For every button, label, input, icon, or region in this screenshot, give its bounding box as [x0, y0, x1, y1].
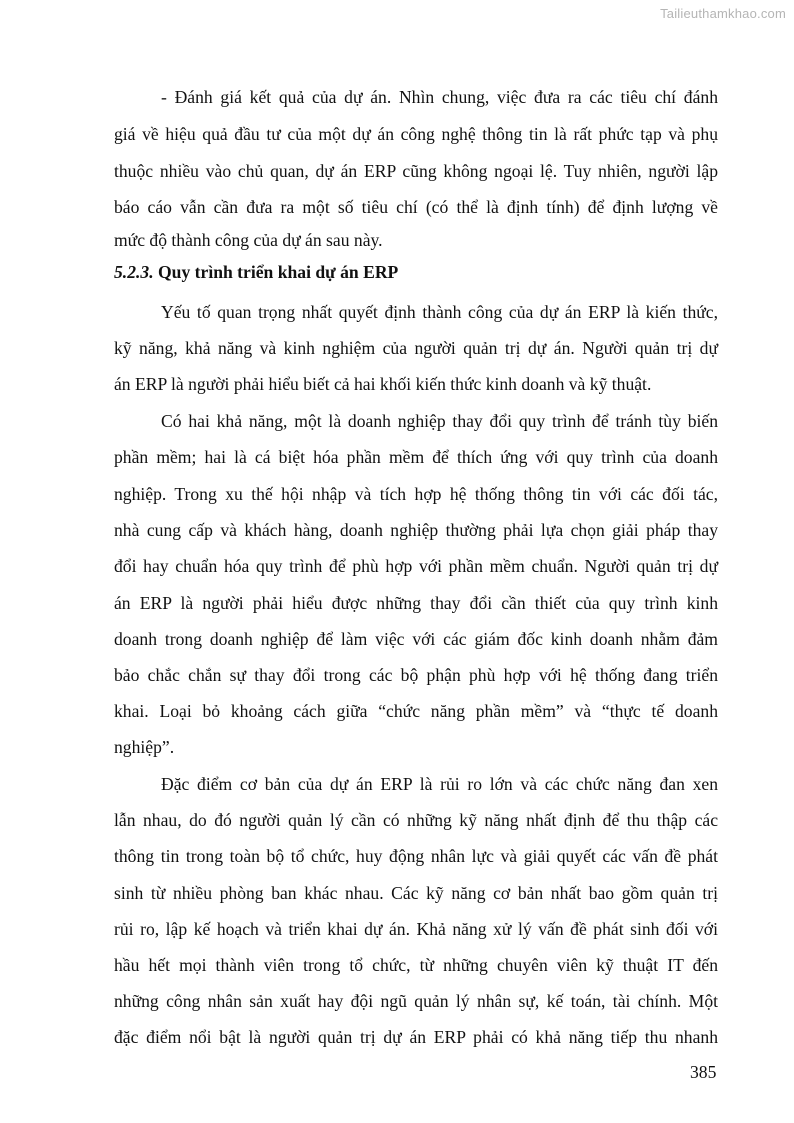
- text-line: sinh từ nhiều phòng ban khác nhau. Các kỹ năng cơ bản nhất bao gồm quản trị: [114, 883, 718, 903]
- text-line: nhà cung cấp và khách hàng, doanh nghiệp thường phải lựa chọn giải pháp thay: [114, 520, 718, 540]
- page-number: 385: [690, 1062, 717, 1082]
- text-line: phần mềm; hai là cá biệt hóa phần mềm để thích ứng với quy trình của doanh: [114, 447, 718, 467]
- text-line: bảo chắc chắn sự thay đổi trong các bộ phận phù hợp với hệ thống đang triển: [114, 665, 718, 685]
- text-line: đặc điểm nổi bật là người quản trị dự án ERP phải có khả năng tiếp thu nhanh: [114, 1027, 718, 1047]
- section-heading: [114, 261, 718, 283]
- text-line: nghiệp. Trong xu thế hội nhập và tích hợp hệ thống thông tin với các đối tác,: [114, 484, 718, 504]
- section-title: Quy trình triển khai dự án ERP: [153, 262, 399, 282]
- text-line: đổi hay chuẩn hóa quy trình để phù hợp với phần mềm chuẩn. Người quản trị dự: [114, 556, 718, 576]
- text-line: - Đánh giá kết quả của dự án. Nhìn chung, việc đưa ra các tiêu chí đánh: [161, 87, 718, 107]
- watermark: Tailieuthamkhao.com: [660, 6, 786, 21]
- text-line: khai. Loại bỏ khoảng cách giữa “chức năng phần mềm” và “thực tế doanh: [114, 701, 718, 721]
- text-line: rủi ro, lập kế hoạch và triển khai dự án. Khả năng xử lý vấn đề phát sinh đối với: [114, 919, 718, 939]
- text-line: lẫn nhau, do đó người quản lý cần có những kỹ năng nhất định để thu thập các: [114, 810, 718, 830]
- text-line: hầu hết mọi thành viên trong tổ chức, từ những chuyên viên kỹ thuật IT đến: [114, 955, 718, 975]
- text-line: án ERP là người phải hiểu biết cả hai khối kiến thức kinh doanh và kỹ thuật.: [114, 374, 652, 394]
- text-line: thuộc nhiều vào chủ quan, dự án ERP cũng không ngoại lệ. Tuy nhiên, người lập: [114, 161, 718, 181]
- text-line: thông tin trong toàn bộ tổ chức, huy động nhân lực và giải quyết các vấn đề phát: [114, 846, 718, 866]
- text-line: giá về hiệu quả đầu tư của một dự án công nghệ thông tin là rất phức tạp và phụ: [114, 124, 718, 144]
- text-line: những công nhân sản xuất hay đội ngũ quản lý nhân sự, kế toán, tài chính. Một: [114, 991, 718, 1011]
- text-line: Có hai khả năng, một là doanh nghiệp thay đổi quy trình để tránh tùy biến: [161, 411, 718, 431]
- text-line: Đặc điểm cơ bản của dự án ERP là rủi ro lớn và các chức năng đan xen: [161, 774, 718, 794]
- text-line: kỹ năng, khả năng và kinh nghiệm của người quản trị dự án. Người quản trị dự: [114, 338, 718, 358]
- section-number: 5.2.3.: [114, 262, 154, 282]
- text-line: báo cáo vẫn cần đưa ra một số tiêu chí (có thể là định tính) để định lượng về: [114, 197, 718, 217]
- text-line: mức độ thành công của dự án sau này.: [114, 230, 383, 250]
- text-line: doanh trong doanh nghiệp để làm việc với các giám đốc kinh doanh nhằm đảm: [114, 629, 718, 649]
- text-line: án ERP là người phải hiểu được những thay đổi cần thiết của quy trình kinh: [114, 593, 718, 613]
- text-line: nghiệp”.: [114, 737, 175, 757]
- text-line: Yếu tố quan trọng nhất quyết định thành công của dự án ERP là kiến thức,: [161, 302, 718, 322]
